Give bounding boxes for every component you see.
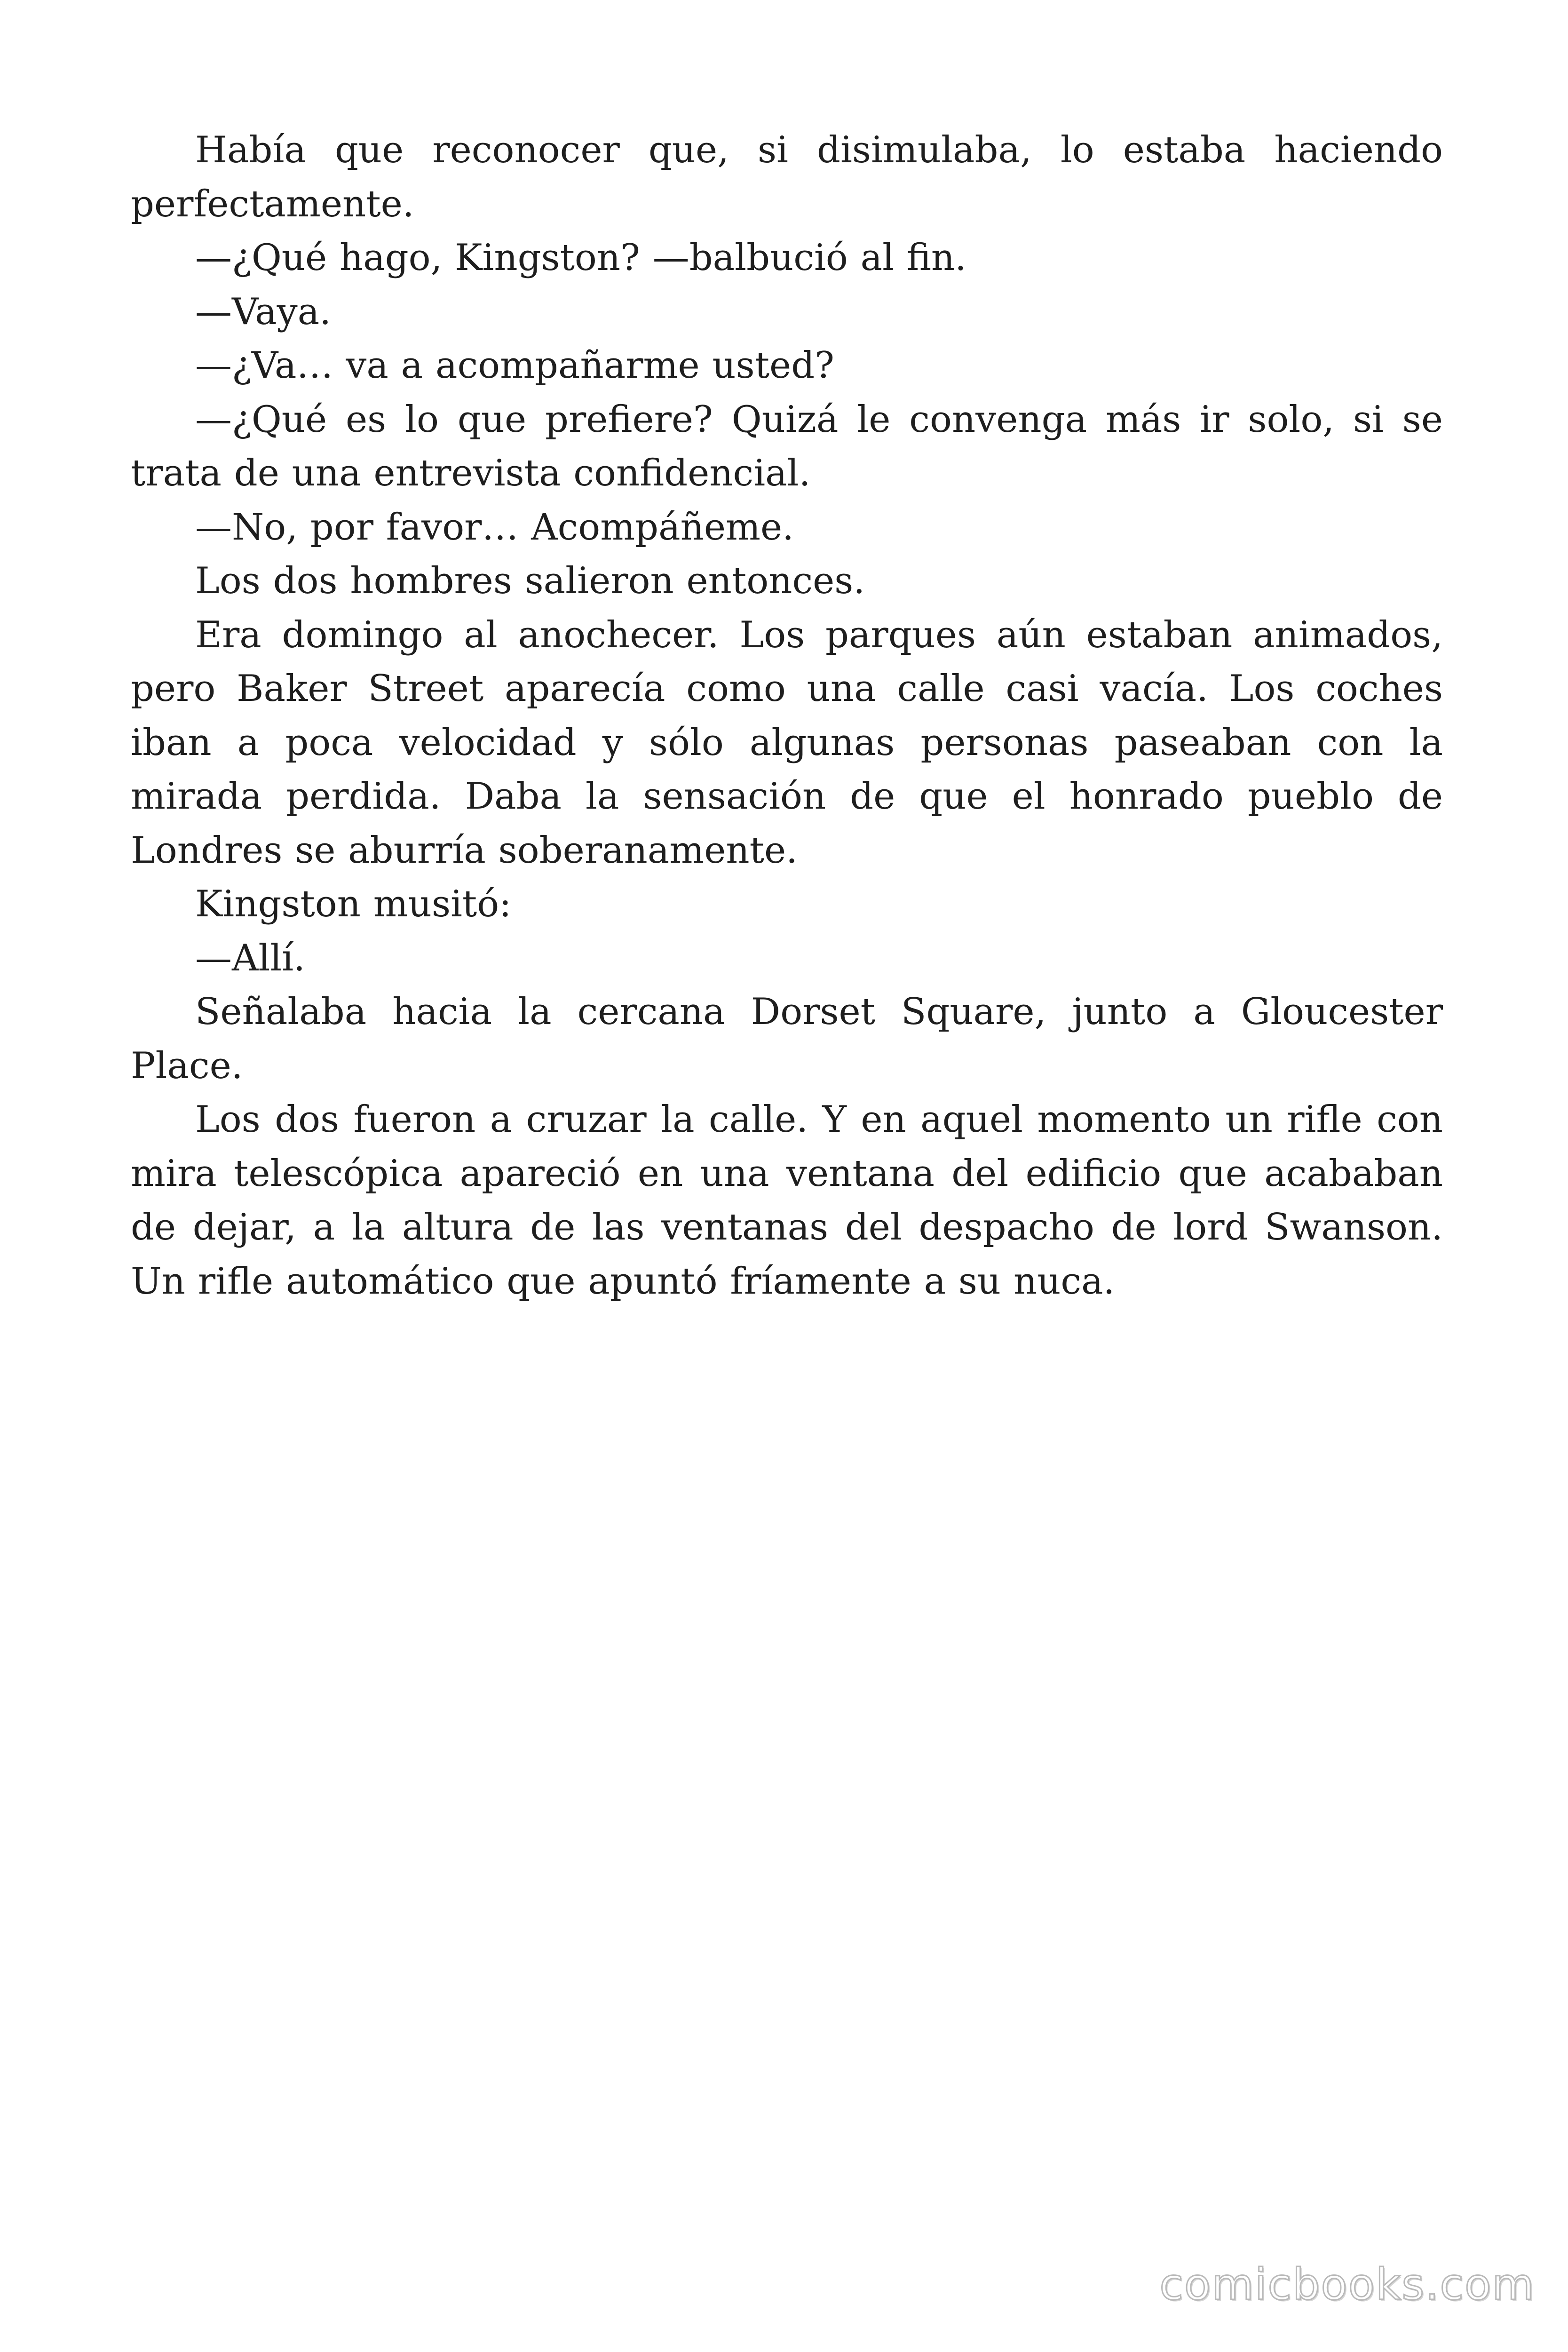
paragraph: —No, por favor… Acompáñeme. [195,506,794,548]
paragraph: —¿Qué es lo que prefiere? Quizá le convenga más ir solo, si se trata de una entrevista confidencial. [131,398,1443,494]
paragraph: —¿Va… va a acompañarme usted? [195,344,834,387]
paragraph: —Allí. [195,937,305,979]
paragraph: Kingston musitó: [195,883,512,925]
paragraph: Los dos hombres salieron entonces. [195,560,865,602]
page-body-text [131,123,1443,1308]
watermark: comicbooks.com [1159,2259,1535,2310]
paragraph: Señalaba hacia la cercana Dorset Square, junto a Gloucester Place. [131,991,1443,1087]
paragraph: —¿Qué hago, Kingston? —balbució al fin. [195,237,966,279]
paragraph: —Vaya. [195,290,332,333]
paragraph: Era domingo al anochecer. Los parques aún estaban animados, pero Baker Street aparecía como una calle casi vacía. Los coches iban a poca velocidad y sólo algunas personas paseaban con la mirada perdida. Daba la sensación de que el honrado pueblo de Londres se aburría soberanamente. [131,613,1443,872]
paragraph: Había que reconocer que, si disimulaba, lo estaba haciendo perfectamente. [131,129,1443,225]
paragraph: Los dos fueron a cruzar la calle. Y en aquel momento un rifle con mira telescópica apareció en una ventana del edificio que acababan de dejar, a la altura de las ventanas del despacho de lord Swanson. Un rifle automático que apuntó fríamente a su nuca. [131,1098,1443,1303]
